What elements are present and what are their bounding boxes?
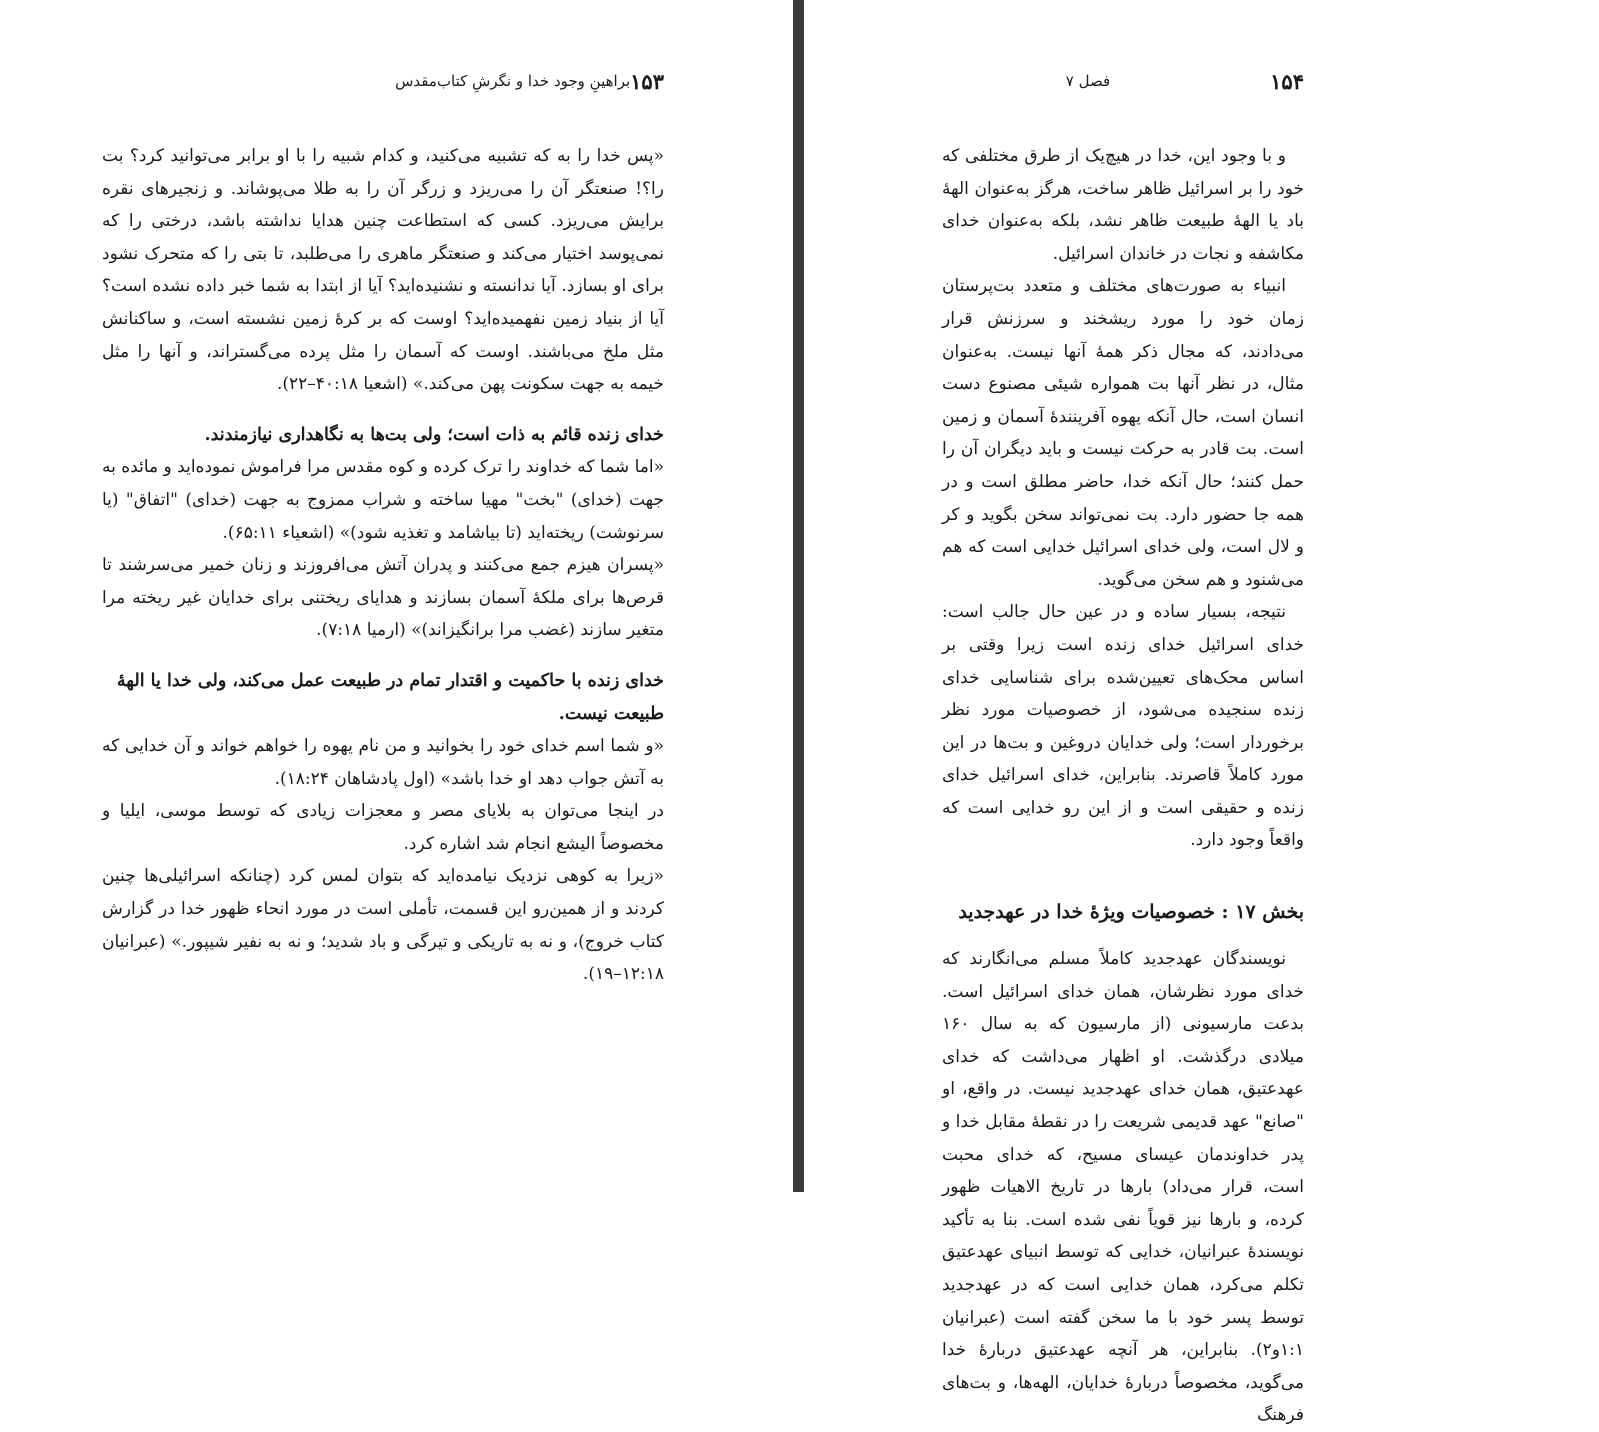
paragraph-prophets: انبیاء به صورت‌های مختلف و متعدد بت‌پرستان زمان خود را مورد ریشخند و سرزنش قرار می‌دادند، که مجال ذکر همهٔ آنها نیست. به‌عنوان مثال، در نظر آنها بت همواره شیئی مصنوع دست انسان است، حال آنکه یهوه آفرینندهٔ آسمان و زمین است. بت قادر به حرکت نیست و باید دیگران آن را حمل کنند؛ حال آنکه خدا، حاضر مطلق است و در همه جا حضور دارد. بت نمی‌تواند سخن بگوید و کر و لال است، ولی خدای اسرائیل خدایی است که هم می‌شنود و هم سخن می‌گوید. bbox=[942, 276, 1304, 590]
quote-hebrews-12: «زیرا به کوهی نزدیک نیامده‌اید که بتوان لمس کرد (چنانکه اسرائیلی‌ها چنین کردند و از همین‌رو این قسمت، تأملی است در مورد انحاء ظهور خدا در گزارش کتاب خروج)، و نه به تاریکی و تیرگی و باد شدید؛ و نه به نفیر شیپور.» (عبرانیان ۱۲:۱۸–۱۹). bbox=[102, 866, 664, 985]
right-page-number: ۱۵۴ bbox=[1270, 68, 1304, 94]
paragraph-conclusion: نتیجه، بسیار ساده و در عین حال جالب است: خدای اسرائیل خدای زنده است زیرا وقتی بر اساس محک‌های تعیین‌شده برای شناسایی خدای زنده سنجیده می‌شود، از خصوصیات مورد نظر برخوردار است؛ ولی خدایان دروغین و بت‌ها در این مورد کاملاً قاصرند. بنابراین، خدای اسرائیل خدای زنده و حقیقی است و از این رو خدایی است که واقعاً وجود دارد. bbox=[942, 602, 1304, 851]
quote-isaiah-65: «اما شما که خداوند را ترک کرده و کوه مقدس مرا فراموش نموده‌اید و مائده به جهت (خدای) "بخت" مهیا ساخته و شراب ممزوج به جهت (خدای) "اتفاق" (یا سرنوشت) ریخته‌اید (تا بیاشامد و تغذیه شود)» (اشعیاء ۶۵:۱۱). bbox=[102, 457, 664, 543]
section-heading: بخش ۱۷ : خصوصیات ویژهٔ خدا در عهدجدید bbox=[958, 901, 1304, 924]
left-running-head bbox=[102, 66, 664, 96]
quote-1kings-18: «و شما اسم خدای خود را بخوانید و من نام یهوه را خواهم خواند و آن خدایی که به آتش جواب دهد او خدا باشد» (اول پادشاهان ۱۸:۲۴). bbox=[102, 736, 664, 789]
right-text-column bbox=[942, 140, 1304, 1432]
left-running-title: براهینِ وجود خدا و نگرشِ کتاب‌مقدس bbox=[395, 72, 631, 90]
right-page bbox=[804, 0, 1599, 1426]
heading-sovereign-nature: خدای زنده با حاکمیت و اقتدار تمام در طبیعت عمل می‌کند، ولی خدا یا الههٔ طبیعت نیست. bbox=[116, 670, 664, 724]
right-running-title: فصل ۷ bbox=[1065, 72, 1111, 90]
book-spine bbox=[793, 0, 804, 1192]
paragraph-plagues: در اینجا می‌توان به بلایای مصر و معجزات زیادی که توسط موسی، ایلیا و مخصوصاً الیشع انجام شد اشاره کرد. bbox=[102, 801, 664, 854]
left-page-number: ۱۵۳ bbox=[630, 68, 664, 94]
paragraph-new-testament: نویسندگان عهدجدید کاملاً مسلم می‌انگارند که خدای مورد نظرشان، همان خدای اسرائیل است. بدعت مارسیونی (از مارسیون که به سال ۱۶۰ میلادی درگذشت. او اظهار می‌داشت که خدای عهدعتیق، همان خدای عهدجدید نیست. در واقع، او "صانع" عهد قدیمی شریعت را در نقطهٔ مقابل خدا و پدر خداوندمان عیسای مسیح، که خدای محبت است، قرار می‌داد) بارها در تاریخ الاهیات ظهور کرده، و بارها نیز قویاً نفی شده است. بنا به تأکید نویسندهٔ عبرانیان، خدایی که توسط انبیای عهدعتیق تکلم می‌کرد، همان خدایی است که در عهدجدید توسط پسر خود با ما سخن گفته است (عبرانیان ۱:۱و۲). بنابراین، هر آنچه عهدعتیق دربارهٔ خدا می‌گوید، مخصوصاً دربارهٔ خدایان، الهه‌ها، و بت‌های فرهنگ bbox=[942, 949, 1305, 1426]
left-text-column bbox=[102, 140, 664, 991]
quote-jeremiah-7: «پسران هیزم جمع می‌کنند و پدران آتش می‌افروزند و زنان خمیر می‌سرشند تا قرص‌ها برای ملکهٔ آسمان بسازند و هدایای ریختنی برای خدایان غیر ریخته مرا متغیر سازند (غضب مرا برانگیزاند)» (ارمیا ۷:۱۸). bbox=[102, 555, 664, 641]
right-running-head bbox=[940, 66, 1304, 96]
paragraph-revelation: و با وجود این، خدا در هیچ‌یک از طرق مختلفی که خود را بر اسرائیل ظاهر ساخت، هرگز به‌عنوان الههٔ باد یا الههٔ طبیعت ظاهر نشد، بلکه به‌عنوان خدای مکاشفه و نجات در خاندان اسرائیل. bbox=[942, 146, 1304, 264]
heading-self-existent: خدای زنده قائم به ذات است؛ ولی بت‌ها به نگاهداری نیازمندند. bbox=[204, 424, 664, 445]
left-page bbox=[0, 0, 793, 1192]
quote-isaiah-40: «پس خدا را به که تشبیه می‌کنید، و کدام شبیه را با او برابر می‌توانید کرد؟ بت را؟! صنعتگر آن را می‌ریزد و زرگر آن را به طلا می‌پوشاند. و زنجیرهای نقره برایش می‌ریزد. کسی که استطاعت چنین هدایا نداشته باشد، درختی را که نمی‌پوسد اختیار می‌کند و صنعتگر ماهری را می‌طلبد، تا بتی را که متحرک نشود برای او بسازد. آیا ندانسته و نشنیده‌اید؟ آیا از ابتدا به شما خبر داده نشده است؟ آیا از بنیاد زمین نفهمیده‌اید؟ اوست که بر کرهٔ زمین نشسته است، و ساکنانش مثل ملخ می‌باشند. اوست که آسمان را مثل پرده می‌گستراند، و آنها را مثل خیمه به جهت سکونت پهن می‌کند.» (اشعیا ۴۰:۱۸–۲۲). bbox=[102, 146, 664, 395]
